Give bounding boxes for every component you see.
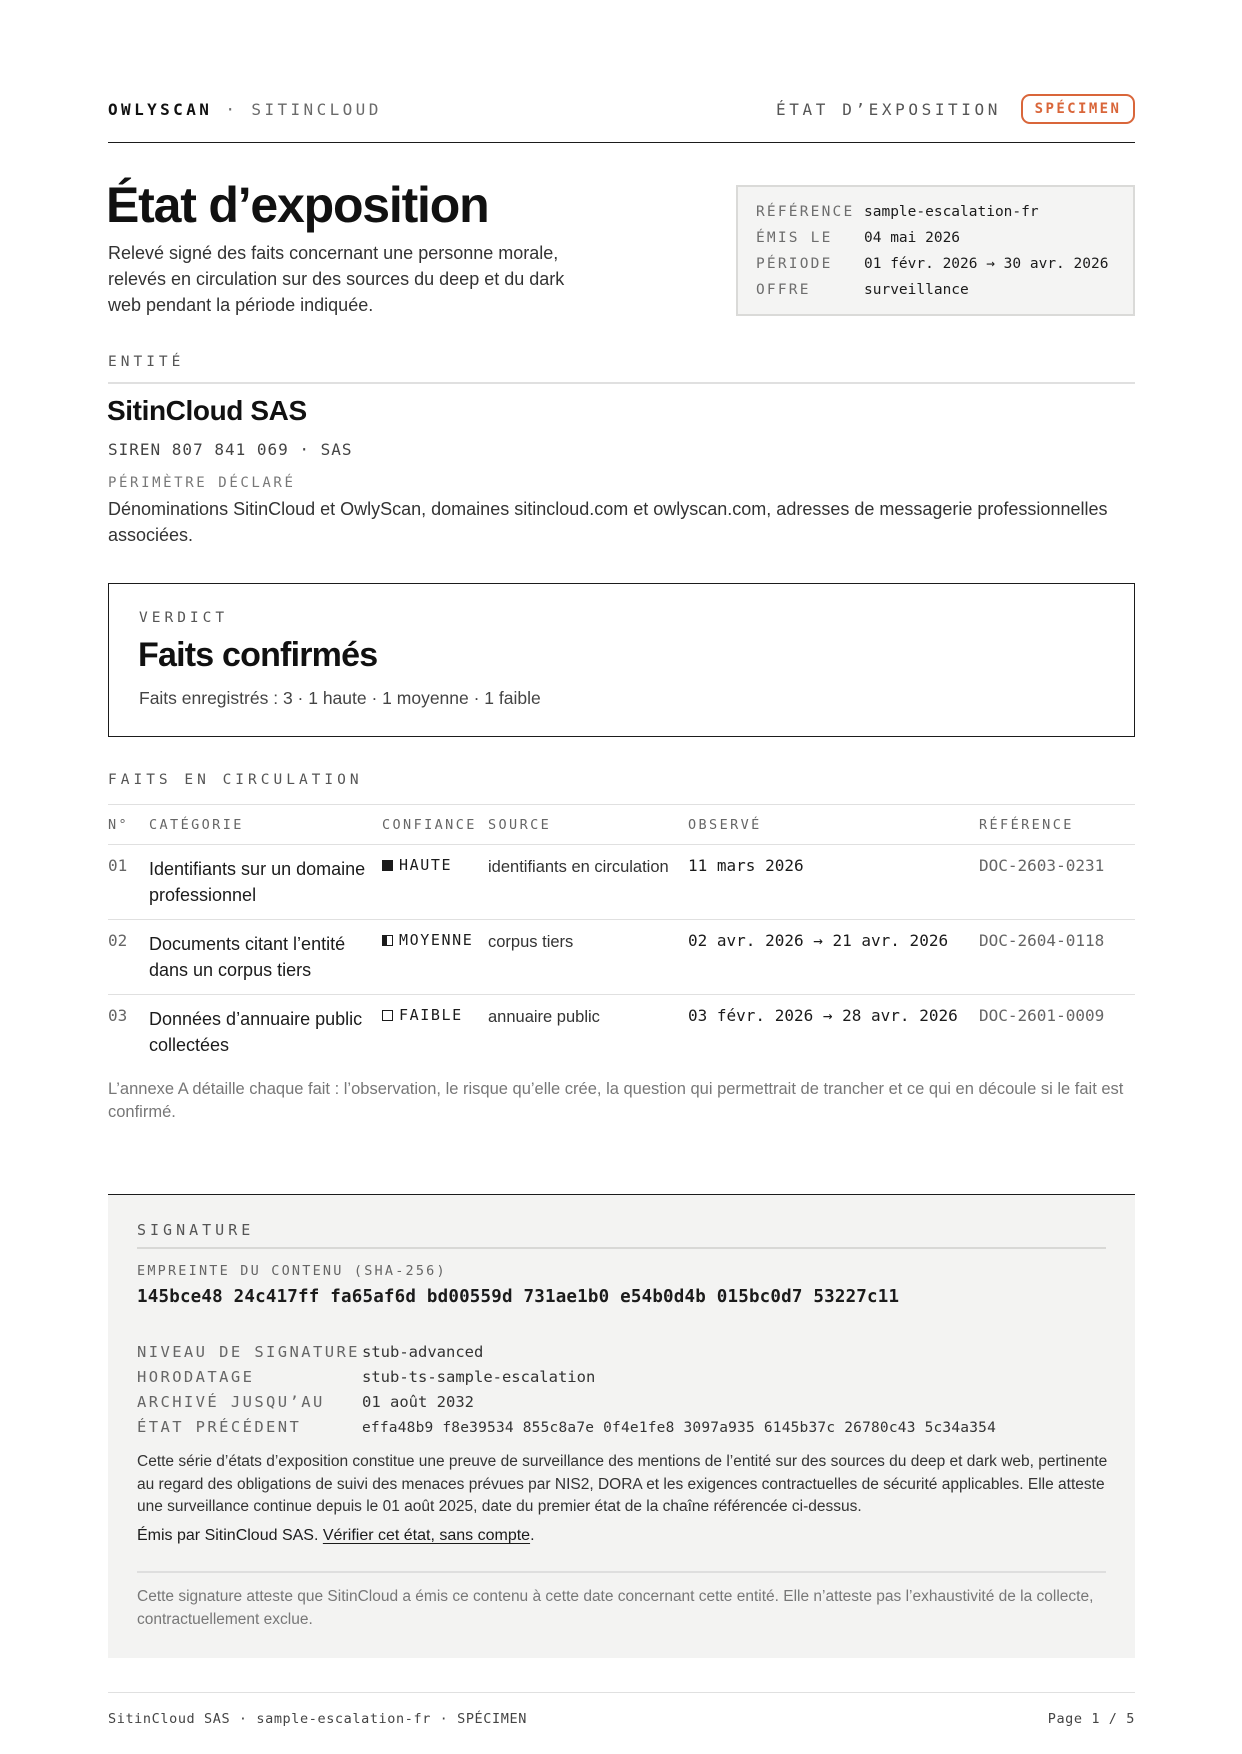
field-key: HORODATAGE [137, 1368, 255, 1386]
period-value: 01 févr. 2026 → 30 avr. 2026 [864, 256, 1109, 272]
field-key: ARCHIVÉ JUSQU’AU [137, 1393, 325, 1411]
timestamp-row [137, 1368, 595, 1386]
column-header: OBSERVÉ [688, 805, 979, 845]
page-footer [108, 1692, 1135, 1733]
table-row [108, 995, 1135, 1070]
column-header: CONFIANCE [382, 805, 488, 845]
brand-name: OWLYSCAN [108, 100, 213, 119]
half-square-icon [382, 935, 393, 946]
table-row [108, 845, 1135, 920]
issued-by: Émis par SitinCloud SAS. [137, 1527, 319, 1544]
verdict-title: Faits confirmés [138, 636, 378, 674]
fact-confidence [382, 920, 488, 995]
verdict-label: VERDICT [139, 610, 229, 626]
column-header: N° [108, 805, 149, 845]
verdict-summary: Faits enregistrés : 3 · 1 haute · 1 moyenne · 1 faible [139, 688, 541, 708]
fact-reference: DOC-2601-0009 [979, 1006, 1105, 1025]
field-value: stub-advanced [362, 1343, 484, 1361]
field-value: stub-ts-sample-escalation [362, 1368, 596, 1386]
facts-section-label: FAITS EN CIRCULATION [108, 772, 363, 788]
fact-confidence [382, 845, 488, 920]
period-key: PÉRIODE [756, 256, 833, 272]
content-hash: 145bce48 24c417ff fa65af6d bd00559d 731ae1b0 e54b0d4b 015bc0d7 53227c11 [137, 1287, 900, 1307]
table-header-row [108, 805, 1135, 845]
full-square-icon [382, 860, 393, 871]
reference-value: sample-escalation-fr [864, 204, 1039, 220]
offer-value: surveillance [864, 282, 969, 298]
fact-source: annuaire public [488, 1008, 600, 1026]
signature-disclaimer: Cette signature atteste que SitinCloud a émis ce contenu à cette date concernant cette entité. Elle n’atteste pas l’exhaustivité de la collecte, contractuellement exclue. [137, 1588, 1094, 1628]
brand [108, 100, 382, 119]
field-key: ÉTAT PRÉCÉDENT [137, 1418, 302, 1436]
fact-reference: DOC-2603-0231 [979, 845, 1135, 920]
fact-number: 03 [108, 1006, 128, 1025]
fact-observed: 03 févr. 2026 → 28 avr. 2026 [688, 1006, 958, 1025]
page-subtitle: Relevé signé des faits concernant une personne morale, relevés en circulation sur des sources du deep et du dark web pendant la période indiquée. [108, 243, 565, 315]
previous-state-row [137, 1418, 996, 1436]
entity-siren: SIREN 807 841 069 · SAS [108, 440, 353, 459]
footer-left: SitinCloud SAS · sample-escalation-fr · SPÉCIMEN [108, 1711, 527, 1727]
offer-key: OFFRE [756, 282, 811, 298]
annex-note: L’annexe A détaille chaque fait : l’observation, le risque qu’elle crée, la question qui permettrait de trancher et ce qui en découle si le fait est confirmé. [108, 1080, 1124, 1121]
column-header: CATÉGORIE [149, 805, 382, 845]
brand-separator: · [225, 100, 239, 119]
fact-source: identifiants en circulation [488, 845, 688, 920]
archived-row [137, 1393, 474, 1411]
issued-by-line [137, 1527, 535, 1545]
page-title: État d’exposition [106, 177, 489, 233]
fact-category: Documents citant l’entité dans un corpus tiers [149, 920, 382, 995]
reference-box [736, 185, 1135, 316]
field-value: 01 août 2032 [362, 1393, 474, 1411]
header-bar [108, 94, 1135, 143]
perimeter-label: PÉRIMÈTRE DÉCLARÉ [108, 475, 296, 491]
signature-divider [137, 1247, 1106, 1249]
field-key: NIVEAU DE SIGNATURE [137, 1343, 360, 1361]
section-divider [108, 382, 1135, 384]
hash-label: EMPREINTE DU CONTENU (SHA-256) [137, 1263, 447, 1279]
page-number: Page 1 / 5 [1047, 1711, 1135, 1727]
facts-table [108, 804, 1135, 1069]
verify-link[interactable]: Vérifier cet état, sans compte [322, 1527, 531, 1544]
fact-reference: DOC-2604-0118 [979, 920, 1135, 995]
issued-key: ÉMIS LE [756, 230, 833, 246]
issued-row [756, 225, 1133, 251]
confidence-label: MOYENNE [399, 931, 474, 949]
empty-square-icon [382, 1010, 393, 1021]
signature-level-row [137, 1343, 483, 1361]
verify-suffix: . [530, 1527, 535, 1544]
previous-state-hash: effa48b9 f8e39534 855c8a7e 0f4e1fe8 3097a935 6145b37c 26780c43 5c34a354 [362, 1420, 997, 1436]
fact-number: 01 [108, 845, 149, 920]
signature-statement: Cette série d’états d’exposition constitue une preuve de surveillance des mentions de l’entité sur des sources du deep et dark web, pertinente au regard des obligations de suivi des menaces prévues par NIS2, DORA et les exigences contractuelles de sécurité applicables. Elle atteste une surveillance continue depuis le 01 août 2025, date du premier état de la chaîne référencée ci-dessus. [137, 1453, 1108, 1515]
fact-confidence [382, 995, 488, 1070]
fact-number: 02 [108, 920, 149, 995]
fact-category: Données d’annuaire public collectées [149, 1009, 363, 1055]
signature-block [108, 1194, 1135, 1658]
offer-row [756, 277, 1133, 303]
column-header: SOURCE [488, 805, 688, 845]
document-type: ÉTAT D’EXPOSITION [776, 100, 1001, 119]
column-header: RÉFÉRENCE [979, 805, 1135, 845]
fact-observed: 11 mars 2026 [688, 845, 979, 920]
confidence-label: FAIBLE [399, 1006, 463, 1024]
fact-category: Identifiants sur un domaine professionnel [149, 845, 382, 920]
reference-row [756, 199, 1133, 225]
confidence-label: HAUTE [399, 856, 453, 874]
signature-label: SIGNATURE [137, 1221, 255, 1239]
fact-source: corpus tiers [488, 920, 688, 995]
perimeter-text: Dénominations SitinCloud et OwlyScan, domaines sitincloud.com et owlyscan.com, adresses de messagerie professionnelles associées. [108, 499, 1108, 545]
entity-name: SitinCloud SAS [107, 395, 307, 426]
reference-key: RÉFÉRENCE [756, 204, 855, 220]
verdict-box [108, 583, 1135, 737]
period-row [756, 251, 1133, 277]
entity-section-label: ENTITÉ [108, 354, 185, 370]
issued-value: 04 mai 2026 [864, 230, 961, 246]
specimen-badge: SPÉCIMEN [1021, 94, 1135, 124]
brand-org: SITINCLOUD [251, 100, 382, 119]
signature-divider [137, 1571, 1106, 1573]
table-row [108, 920, 1135, 995]
fact-observed: 02 avr. 2026 → 21 avr. 2026 [688, 920, 979, 995]
